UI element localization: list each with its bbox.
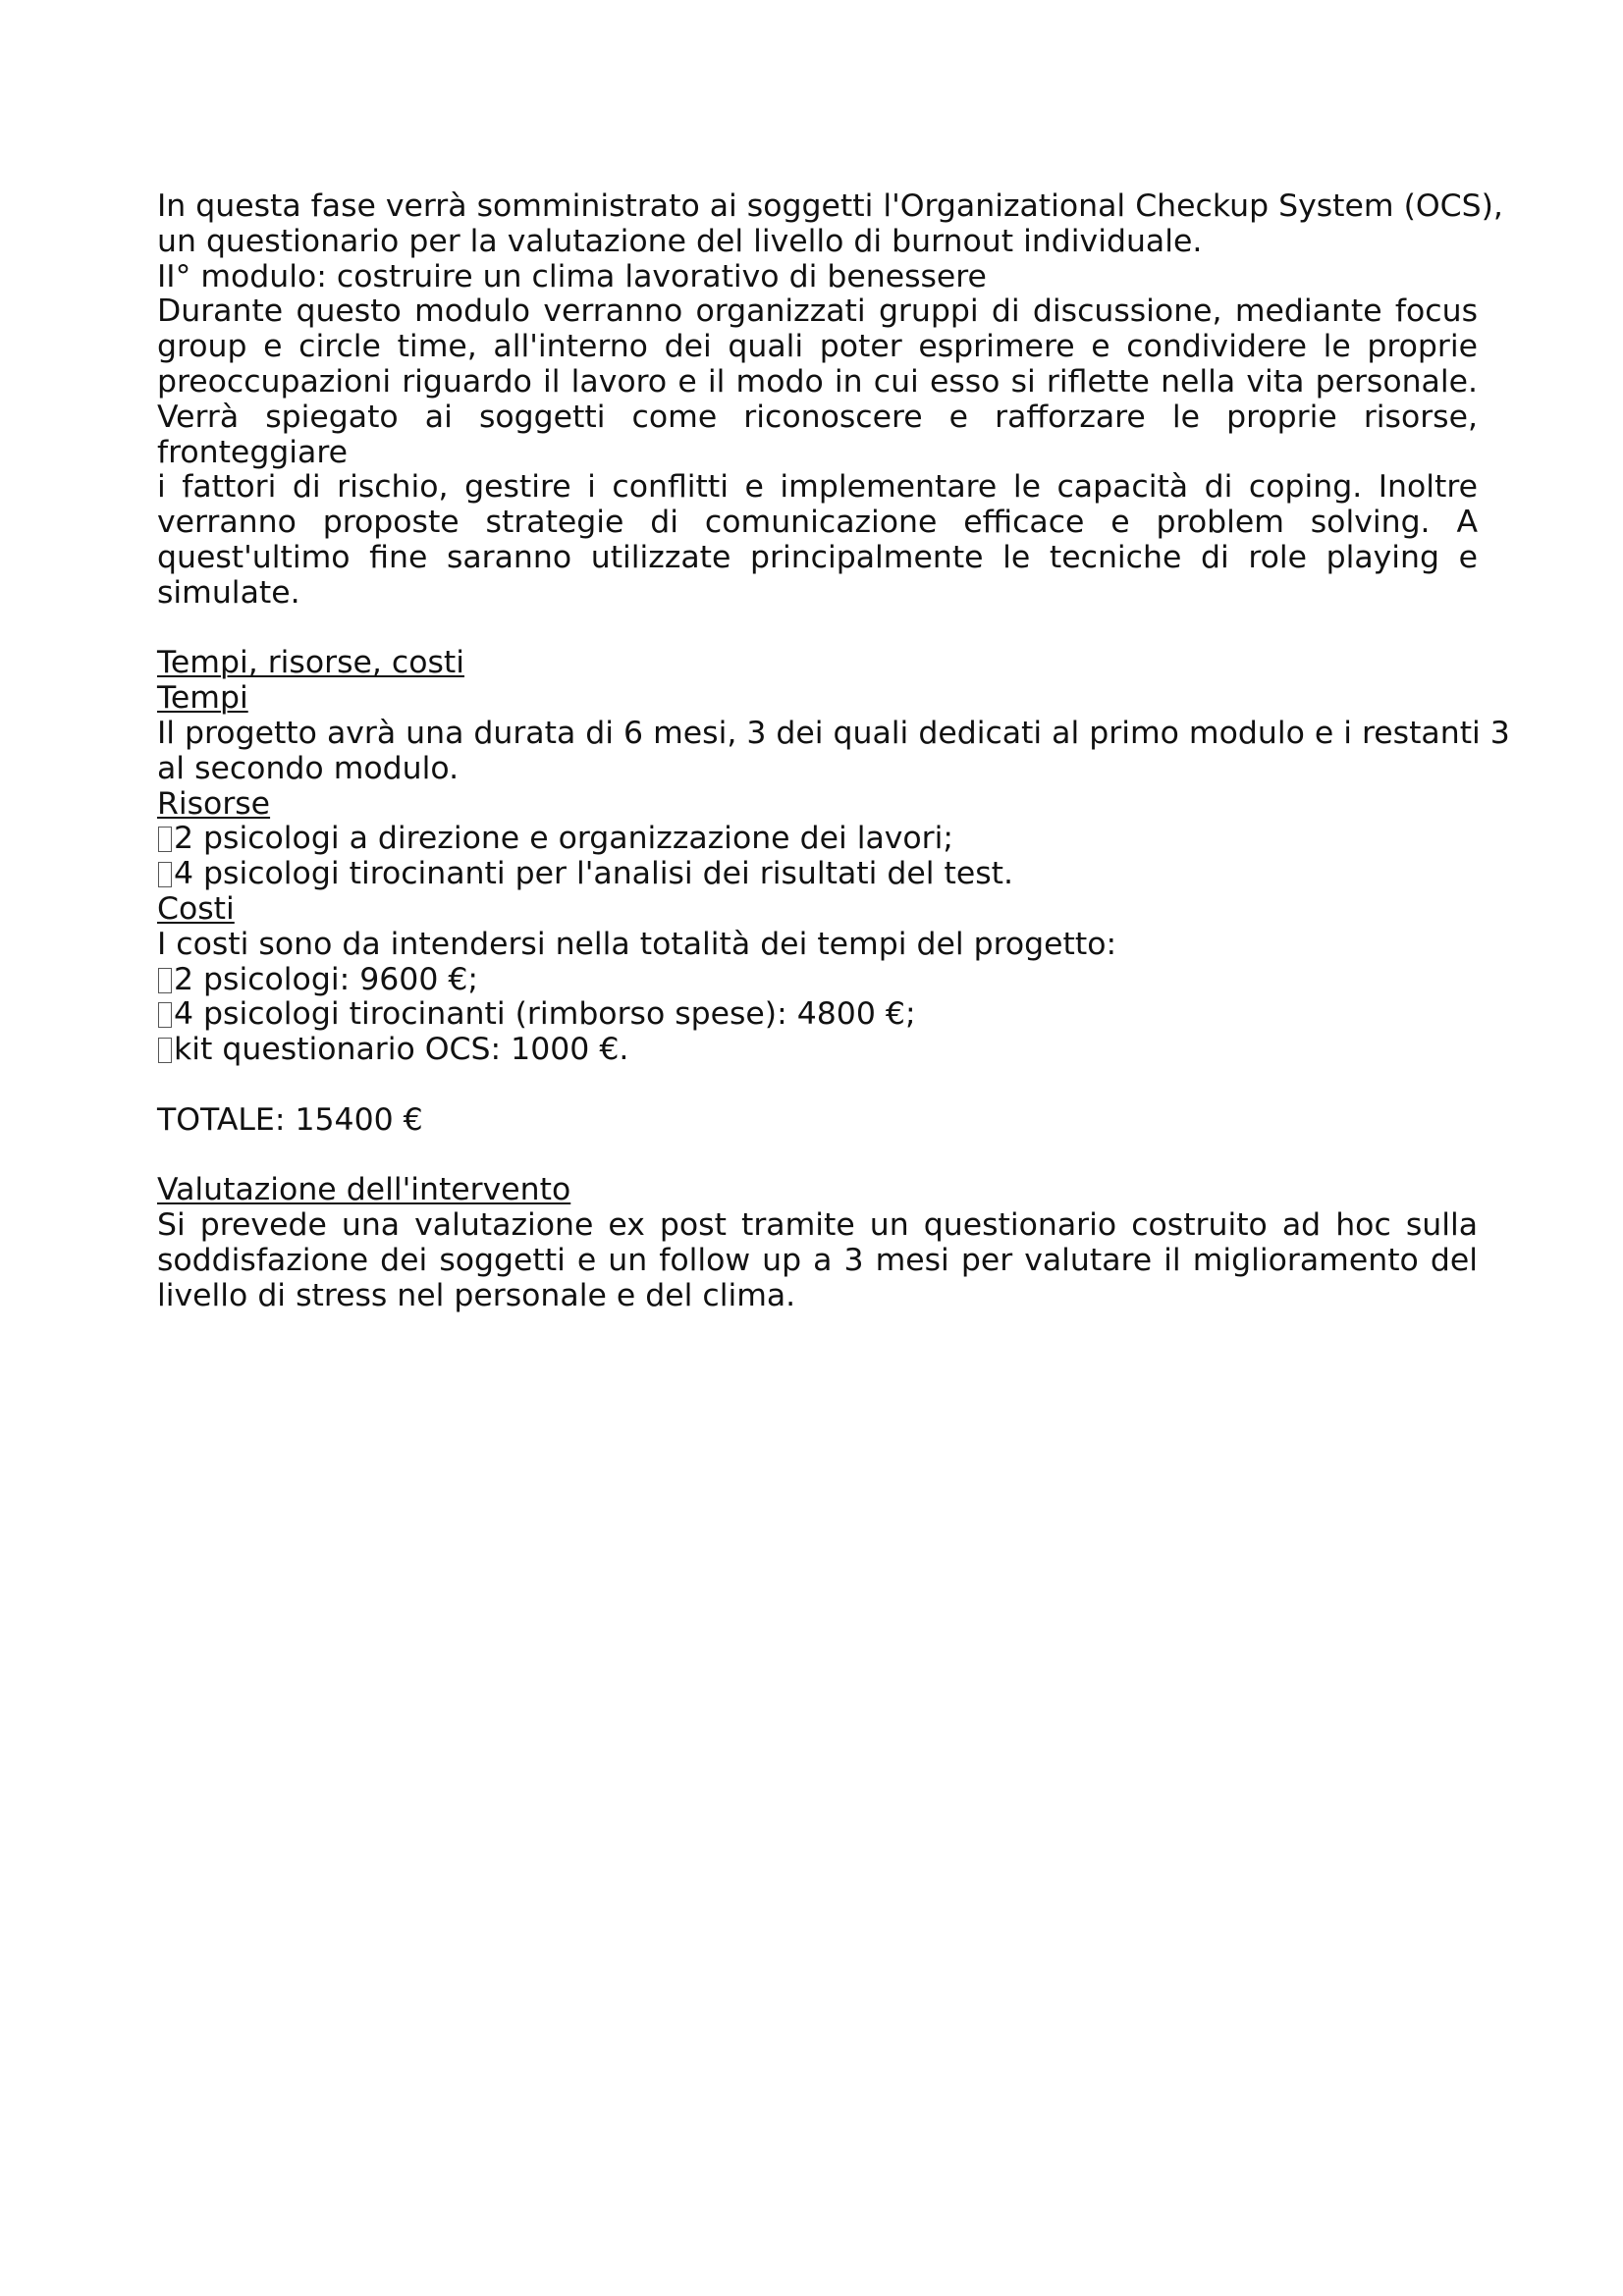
module-2-line: preoccupazioni riguardo il lavoro e il modo in cui esso si riflette nella vita personale. <box>157 363 1478 400</box>
costi-intro: I costi sono da intendersi nella totalità dei tempi del progetto: <box>157 926 1117 962</box>
costi-item-text: kit questionario OCS: 1000 €. <box>174 1032 629 1068</box>
module-2-line: Verrà spiegato ai soggetti come riconoscere e rafforzare le proprie risorse, fronteggiare <box>157 399 1478 470</box>
module-2-title: II° modulo: costruire un clima lavorativo di benessere <box>157 258 987 294</box>
missing-glyph-bullet-icon <box>158 968 172 993</box>
module-2-last-line: simulate. <box>157 574 300 611</box>
evaluation-line: soddisfazione dei soggetti e un follow up a 3 mesi per valutare il miglioramento del <box>157 1242 1478 1278</box>
risorse-item-text: 4 psicologi tirocinanti per l'analisi dei risultati del test. <box>174 856 1014 892</box>
paragraph-gap <box>157 1139 1478 1174</box>
section-heading-tempi-risorse-costi: Tempi, risorse, costi <box>157 645 464 681</box>
costi-item-text: 4 psicologi tirocinanti (rimborso spese): 4800 €; <box>174 996 916 1033</box>
tempi-line-2: al secondo modulo. <box>157 750 460 786</box>
evaluation-line: Si prevede una valutazione ex post tramite un questionario costruito ad hoc sulla <box>157 1207 1478 1244</box>
module-2-line: group e circle time, all'interno dei quali poter esprimere e condividere le proprie <box>157 329 1478 365</box>
subheading-tempi: Tempi <box>157 680 248 717</box>
risorse-list-item <box>157 822 1478 857</box>
missing-glyph-bullet-icon <box>158 1002 172 1028</box>
subheading-risorse: Risorse <box>157 785 271 822</box>
module-2-line: i fattori di rischio, gestire i conflitti e implementare le capacità di coping. Inoltre <box>157 469 1478 506</box>
costi-item-text: 2 psicologi: 9600 €; <box>174 961 479 997</box>
missing-glyph-bullet-icon <box>158 827 172 852</box>
missing-glyph-bullet-icon <box>158 1038 172 1063</box>
intro-line-1: In questa fase verrà somministrato ai soggetti l'Organizational Checkup System (OCS), <box>157 188 1503 224</box>
costi-list-item <box>157 1033 1478 1068</box>
paragraph-gap <box>157 612 1478 647</box>
tempi-line-1: Il progetto avrà una durata di 6 mesi, 3 dei quali dedicati al primo modulo e i restanti 3 <box>157 715 1510 751</box>
risorse-list-item <box>157 857 1478 892</box>
total-cost: TOTALE: 15400 € <box>157 1101 423 1138</box>
costi-list-item <box>157 963 1478 998</box>
module-2-line: Durante questo modulo verranno organizzati gruppi di discussione, mediante focus <box>157 294 1478 330</box>
module-2-line: quest'ultimo fine saranno utilizzate principalmente le tecniche di role playing e <box>157 539 1478 575</box>
document-body <box>157 188 1510 1314</box>
evaluation-last-line: livello di stress nel personale e del clima. <box>157 1277 796 1313</box>
intro-line-2: un questionario per la valutazione del livello di burnout individuale. <box>157 223 1203 259</box>
paragraph-gap <box>157 1068 1478 1103</box>
section-heading-valutazione: Valutazione dell'intervento <box>157 1172 571 1208</box>
costi-list-item <box>157 997 1478 1033</box>
missing-glyph-bullet-icon <box>158 862 172 887</box>
risorse-item-text: 2 psicologi a direzione e organizzazione dei lavori; <box>174 821 953 857</box>
module-2-line: verranno proposte strategie di comunicazione efficace e problem solving. A <box>157 505 1478 541</box>
subheading-costi: Costi <box>157 890 235 927</box>
